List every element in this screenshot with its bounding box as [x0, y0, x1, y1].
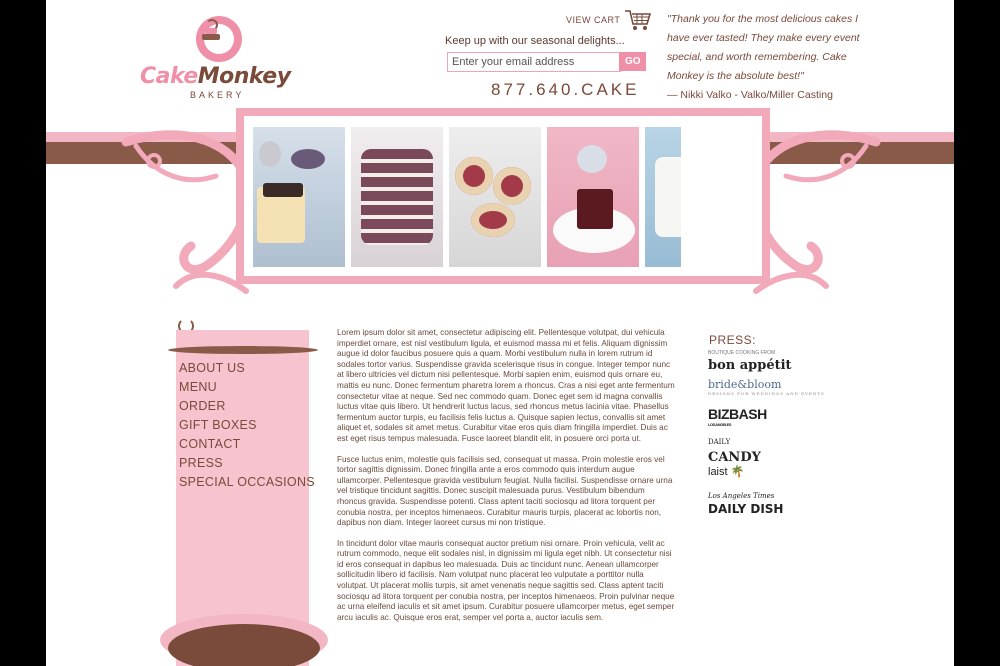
logo-word-monkey: Monkey: [197, 64, 291, 89]
daily-candy-daily: DAILY: [708, 438, 731, 446]
logo-word-cake: Cake: [140, 64, 198, 89]
press-logo-bon-appetit[interactable]: [708, 350, 792, 374]
bizbash-city: LOS ANGELES: [708, 422, 732, 427]
cake-photo-3[interactable]: [449, 127, 541, 267]
press-logo-daily-dish[interactable]: [708, 492, 783, 518]
bizbash-name: BIZBASH: [708, 406, 767, 422]
phone-number: 877.640.CAKE: [491, 80, 640, 99]
cake-photo-4[interactable]: [547, 127, 639, 267]
laist-name: laist: [708, 466, 728, 478]
daily-candy-candy: CANDY: [708, 450, 761, 465]
logo-wordmark: [140, 64, 305, 89]
daily-dish-publisher: Los Angeles Times: [708, 492, 775, 500]
bride-bloom-name: bride&bloom: [708, 378, 782, 391]
view-cart-link[interactable]: [566, 8, 652, 32]
body-paragraph-2: Fusce luctus enim, molestie quis facilisis sed, consequat ut massa. Proin molestie eros vel tortor sagittis dignissim. Donec fringilla ante a eros commodo quis interdum augue ullamcorper. Pellentesque gravida vestibulum feugiat. Nulla facilisi. Suspendisse ornare urna vel tristique tincidunt sagittis. Donec suscipit malesuada purus. Vestibulum bibendum rhoncus gravida. Suspendisse potenti. Class aptent taciti sociosqu ad litora torquent per conubia nostra, per inceptos himenaeos. Curabitur mauris turpis, placerat ac lobortis non, dapibus non diam. Integer laoreet cursus mi non tristique.: [337, 454, 673, 528]
page: [46, 0, 954, 666]
logo-subtitle: BAKERY: [190, 90, 245, 100]
press-logo-bride-bloom[interactable]: [708, 378, 825, 396]
bon-appetit-name: bon appétit: [708, 358, 792, 373]
bon-appetit-kicker: BOUTIQUE COOKING FROM: [708, 350, 776, 356]
body-paragraph-1: Lorem ipsum dolor sit amet, consectetur adipiscing elit. Pellentesque volutpat, dui vehicula imperdiet ornare, est nisl vestibulum ligula, et euismod massa mi et felis. Aliquam dignissim augue id dolor faucibus posuere quis a quam. Morbi vestibulum nulla in lorem rutrum id sodales tortor varius. Suspendisse gravida scelerisque risus in congue. Integer tempor nunc at libero ultricies vel dictum nisi pellentesque. Morbi sapien enim, euismod quis ornare eu, mattis eu nunc. Donec fermentum pharetra lorem a rhoncus. Cras a nisi eget ante fermentum consectetur vitae at neque. Sed nec commodo quam. Donec eget sem id magna convallis luctus vitae quis libero. Ut hendrerit luctus lacus, sed rhoncus metus lacinia vitae. Phasellus fermentum auctor turpis, eu facilisis felis luctus a. Quisque sapien lectus, convallis sit amet aliquet et, sodales sit amet metus. Curabitur vitae eros quis diam fringilla imperdiet. Duis ac est eget risus tempus malesuada. Fusce laoreet blandit elit, in posuere orci porta ut.: [337, 328, 675, 443]
newsletter-prompt: Keep up with our seasonal delights...: [445, 35, 625, 47]
nav-item-about-us[interactable]: ABOUT US: [179, 361, 246, 375]
cake-base-inner: [168, 624, 320, 666]
nav-item-contact[interactable]: CONTACT: [179, 437, 241, 451]
press-logo-laist[interactable]: [708, 465, 744, 478]
view-cart-label: VIEW CART: [566, 15, 621, 25]
daily-dish-name: DAILY DISH: [708, 502, 784, 516]
left-swirl-ornament: [116, 116, 256, 296]
press-logo-daily-candy[interactable]: [708, 438, 761, 465]
shopping-cart-icon: [624, 8, 652, 32]
nav-item-gift-boxes[interactable]: GIFT BOXES: [179, 418, 257, 432]
testimonial-quote: "Thank you for the most delicious cakes I have ever tasted! They make every event special, and worth remembering. Cake Monkey is the absolute best!": [667, 13, 860, 82]
nav-item-special-occasions[interactable]: SPECIAL OCCASIONS: [179, 475, 315, 489]
press-logo-bizbash[interactable]: [708, 406, 767, 427]
testimonial: [667, 10, 867, 105]
photo-strip: [253, 127, 737, 267]
go-button[interactable]: GO: [619, 52, 646, 71]
nav-item-menu[interactable]: MENU: [179, 380, 218, 394]
cake-photo-5[interactable]: [645, 127, 681, 267]
cake-top-line: [168, 346, 318, 354]
cake-photo-1[interactable]: [253, 127, 345, 267]
nav-item-order[interactable]: ORDER: [179, 399, 226, 413]
cake-monkey-logo[interactable]: [140, 16, 305, 102]
testimonial-author: — Nikki Valko - Valko/Miller Casting: [667, 89, 833, 101]
nav-item-press[interactable]: PRESS: [179, 456, 223, 470]
cake-logo-icon: [196, 16, 242, 62]
main-nav: [179, 359, 315, 492]
bride-bloom-tagline: DESIGNS FOR WEDDINGS AND EVENTS: [708, 391, 825, 396]
cake-photo-2[interactable]: [351, 127, 443, 267]
body-copy: [337, 328, 675, 633]
body-paragraph-3: In tincidunt dolor vitae mauris consequat auctor pretium nisi ornare. Proin vehicula, velit ac rutrum commodo, neque elit sodales nisl, in dignissim mi ligula eget nibh. Ut consectetur nisi id eros consequat in dapibus leo malesuada. Duis ac tincidunt nunc. Aenean ullamcorper sollicitudin libero id facilisis. Nam volutpat nunc placerat leo vulputate a porttitor nulla volutpat. Ut placerat mollis turpis, sit amet venenatis neque sagittis sed. Class aptent taciti sociosqu ad litora torquent per conubia nostra, per inceptos himenaeos. Proin pulvinar neque ac urna eleifend iaculis et sit amet ipsum. Curabitur posuere ullamcorper metus, eget semper arcu iaculis ac. Quisque eros erat, semper vel porta a, auctor iaculis sem.: [337, 538, 675, 622]
email-input[interactable]: [447, 52, 621, 72]
press-heading: PRESS:: [709, 333, 757, 347]
palm-tree-icon: 🌴: [730, 466, 745, 478]
